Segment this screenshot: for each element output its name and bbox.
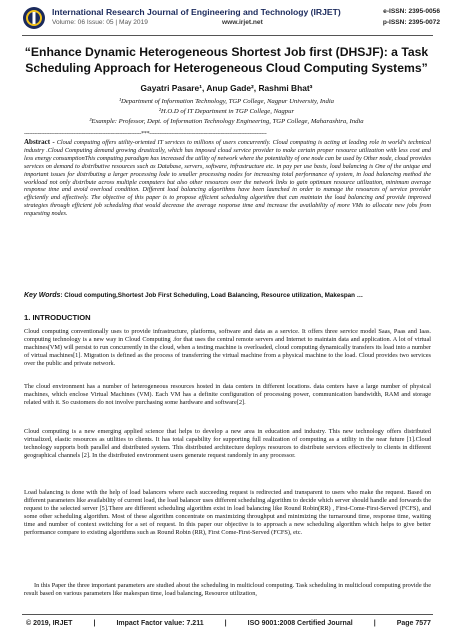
intro-paragraph-2: The cloud environment has a number of heterogeneous resources hosted in data centers in different locations. data centers have a large number of physical machines, which enclose Virtual Machines (VM). Each VM has a definite configuration of processing power, communication bandwidth, RAM and storage related with it. So customers do not involve purchasing some hardware and software[2]. — [24, 383, 431, 407]
abstract-text: Cloud computing offers utility-oriented IT services to millions of users concurrently. Cloud computing is acting at leading role in world's technical industry .Cloud Computing demand growing drastically, which has imposed cloud service provider to make certain proper resource utilization with less cost and less energy consumptionThis computing paradigm has increased the utility of network where the potentiality of one node can be used by Other node, cloud provides services on demand to distributive resources such as Database, servers, software, infrastructure etc. in pay per use basis, load balancing is One of the unique and important issues for distributing a larger processing lode to smaller processing nodes for increasing total performance of system, in load balancing method the workload not only distribute across multiple computers but also other resources over the network links to gain optimum resource utilization, minimum average response time and avoid overload condition. Different load balancing algorithms have been launched in order to manage the resources of service provider efficiently and effectively. The objective of this paper is to propose efficient scheduling algorithm that can maintain the load balancing and provide improved strategies through efficient job scheduling that would decrease the average response time and increase the availability of more VMs to allocate new jobs from requesting nodes. — [24, 139, 431, 218]
keywords-label: Key Words — [24, 292, 61, 299]
footer-iso: ISO 9001:2008 Certified Journal — [247, 620, 353, 627]
intro-paragraph-3: Cloud computing is a new emerging applied science that helps to develop a new area in education and industry. This new technology offers distributed virtualized, elastic resources as utilities to clients. It has total capability for supporting full realization of computing as a utility in the near future [1].Cloud technology supports both parallel and distributed system. This distributed architecture deploys resources to distribute services effectively to clients in different geographical channels [2]. In the distributed environment users generate request randomly in any processor. — [24, 428, 431, 460]
irjet-logo-icon — [22, 6, 46, 30]
intro-paragraph-4: Load balancing is done with the help of load balancers where each succeeding request is redirected and transparent to users who make the request. Based on different parameters like availability of current load, the load balancer uses different scheduling algorithm to decide which server should handle and forwards the request to the selected server [5].There are different scheduling algorithm exist in load balancing like Round Robin(RR) , First-Come-First-Served (FCFS), and some other scheduling algorithm. Most of these algorithm concentrate on maximizing throughput and minimizing the turnaround time, response time, waiting time and number of context switching for a set of request. In this paper our objective is to approach a new scheduling algorithm which helps to give better performance compare to existing algorithms such as Round Robin (RR), First Come-First-Served (FCFS), etc. — [24, 489, 431, 537]
paper-authors: Gayatri Pasare¹, Anup Gade², Rashmi Bhat³ — [140, 83, 313, 93]
p-issn: p-ISSN: 2395-0072 — [382, 19, 440, 26]
e-issn: e-ISSN: 2395-0056 — [383, 8, 440, 15]
abstract — [24, 139, 431, 218]
footer-divider — [22, 614, 433, 615]
intro-paragraph-1: Cloud computing conventionally uses to provide infrastructure, platforms, software and data as a service. It offers three service model Saas, Paas and Iaas. computing technology is a new way in Cloud Computing .for that uses the central remote servers and Internet to maintain data and application. A lot of virtual machines(VM) will persist to run concurrently in the cloud, when a testing machine is overloaded, cloud computing dynamically transfers its load into a number of virtual machines[1]. Migration is defined as the process of transferring the virtual machine from a physical machine to the load. Cloud provides two services over the public and private network. — [24, 328, 431, 368]
page-footer: © 2019, IRJET | Impact Factor value: 7.211 | ISO 9001:2008 Certified Journal | Page 7577 — [26, 620, 431, 627]
affiliation-1: ¹Department of Information Technology, TGP College, Nagpur University, India — [118, 98, 335, 105]
paper-title: “Enhance Dynamic Heterogeneous Shortest Job first (DHSJF): a Task Scheduling Approach for Heterogeneous Cloud Computing Systems” — [24, 45, 429, 75]
journal-header — [22, 6, 442, 36]
keywords — [24, 292, 431, 299]
affiliation-2: ²H.O.D of IT Department in TGP College, Nagpur — [158, 108, 295, 115]
intro-paragraph-5: In this Paper the three important parameters are studied about the scheduling in multicloud computing. Task scheduling in multicloud computing provide the result based on various parameters like makespan time, load balancing, Resource utilization, — [24, 582, 431, 598]
footer-impact-factor: Impact Factor value: 7.211 — [116, 620, 204, 627]
footer-page-number: Page 7577 — [396, 620, 431, 627]
header-divider — [22, 35, 433, 36]
journal-url[interactable]: www.irjet.net — [222, 19, 263, 26]
section-heading: 1. INTRODUCTION — [24, 313, 91, 322]
volume-info: Volume: 06 Issue: 05 | May 2019 — [52, 19, 148, 26]
separator-line: ---------------------------------------------------------------------***--------------------------------------------------------------------- — [24, 131, 267, 137]
affiliation-3: ³Example: Professor, Dept. of Information Technology Engineering, TGP College, Maharashtra, India — [89, 118, 364, 125]
keywords-text: : Cloud computing,Shortest Job First Scheduling, Load Balancing, Resource utilization, Makespan … — [60, 292, 364, 299]
footer-copyright: © 2019, IRJET — [26, 620, 73, 627]
journal-title: International Research Journal of Engineering and Technology (IRJET) — [52, 7, 341, 17]
abstract-label: Abstract - — [24, 138, 55, 146]
